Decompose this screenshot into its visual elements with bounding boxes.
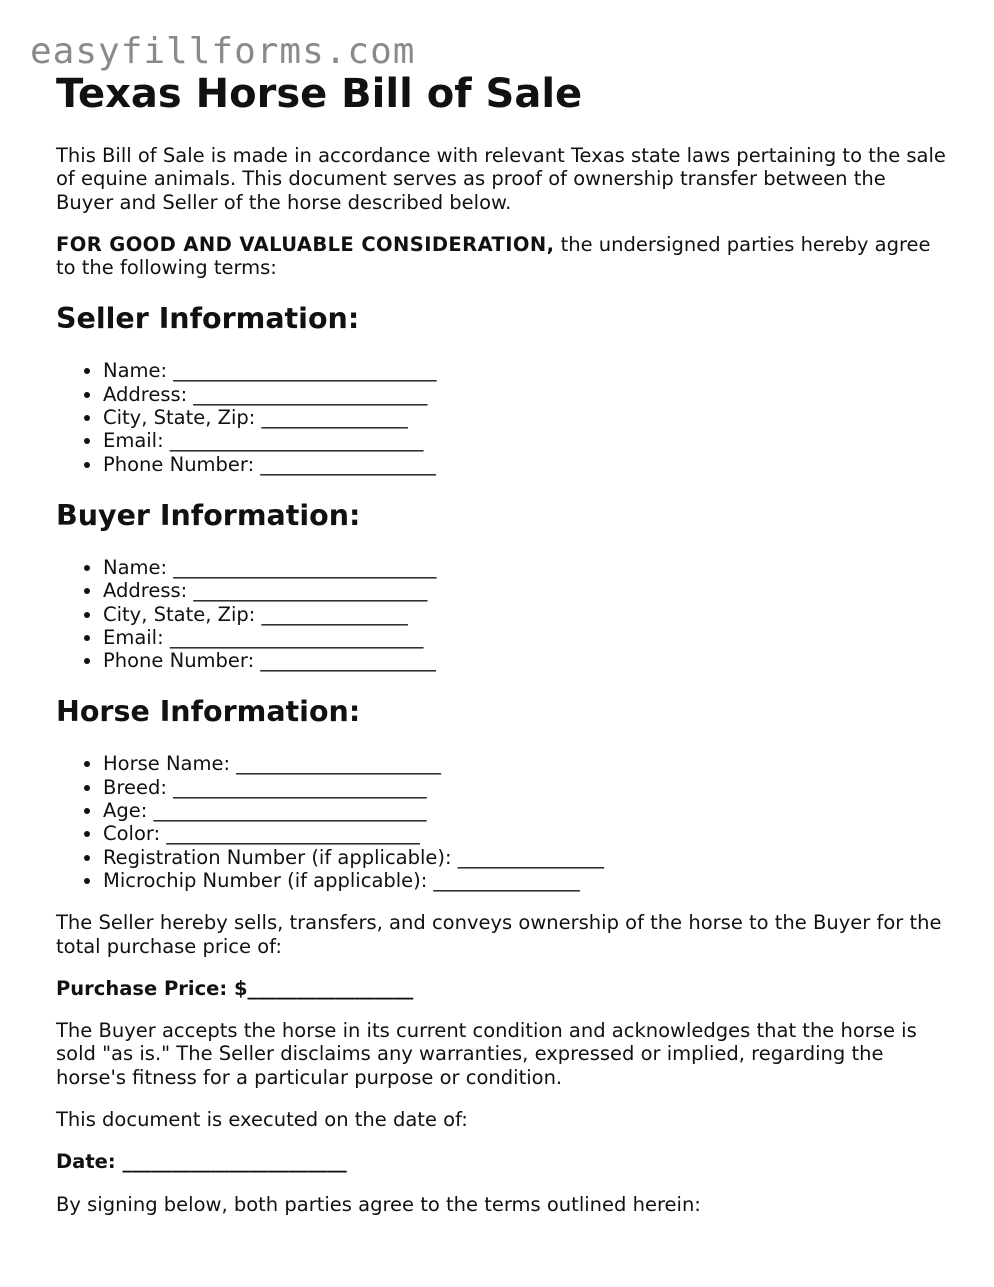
horse-registration-field[interactable]: • Registration Number (if applicable): _______________ [103, 846, 946, 869]
buyer-address-field[interactable]: • Address: ________________________ [103, 579, 946, 602]
seller-email-field[interactable]: • Email: __________________________ [103, 429, 946, 452]
sale-paragraph: The Seller hereby sells, transfers, and conveys ownership of the horse to the Buyer for the total purchase price of: [56, 911, 942, 958]
seller-fields [56, 359, 946, 475]
buyer-fields [56, 556, 946, 672]
date-field[interactable]: Date: _______________________ [56, 1150, 347, 1174]
watermark: easyfillforms.com [30, 31, 416, 72]
horse-age-field[interactable]: • Age: ____________________________ [103, 799, 946, 822]
buyer-city-state-zip-field[interactable]: • City, State, Zip: _______________ [103, 603, 946, 626]
buyer-name-field[interactable]: • Name: ___________________________ [103, 556, 946, 579]
seller-phone-field[interactable]: • Phone Number: __________________ [103, 453, 946, 476]
buyer-phone-field[interactable]: • Phone Number: __________________ [103, 649, 946, 672]
horse-breed-field[interactable]: • Breed: __________________________ [103, 776, 946, 799]
purchase-price-field[interactable]: Purchase Price: $_________________ [56, 976, 414, 1000]
horse-microchip-field[interactable]: • Microchip Number (if applicable): _______________ [103, 869, 946, 892]
executed-paragraph: This document is executed on the date of: [56, 1108, 468, 1132]
document-page [56, 68, 946, 1216]
horse-color-field[interactable]: • Color: __________________________ [103, 822, 946, 845]
horse-heading: Horse Information: [56, 695, 361, 729]
consideration-paragraph [56, 233, 946, 280]
horse-fields [56, 752, 946, 892]
buyer-email-field[interactable]: • Email: __________________________ [103, 626, 946, 649]
buyer-heading: Buyer Information: [56, 498, 361, 532]
page-title: Texas Horse Bill of Sale [56, 71, 583, 117]
as-is-paragraph: The Buyer accepts the horse in its current condition and acknowledges that the horse is sold "as is." The Seller disclaims any warranties, expressed or implied, regarding the horse's fitness for a particular purpose or condition. [56, 1019, 917, 1089]
consideration-rest: the undersigned parties hereby agree to the following terms: [56, 232, 931, 280]
seller-address-field[interactable]: • Address: ________________________ [103, 383, 946, 406]
seller-name-field[interactable]: • Name: ___________________________ [103, 359, 946, 382]
intro-paragraph: This Bill of Sale is made in accordance with relevant Texas state laws pertaining to the sale of equine animals. This document serves as proof of ownership transfer between the Buyer and Seller of the horse described below. [56, 144, 946, 214]
consideration-bold: FOR GOOD AND VALUABLE CONSIDERATION, [56, 232, 555, 256]
signing-paragraph: By signing below, both parties agree to the terms outlined herein: [56, 1192, 701, 1216]
seller-heading: Seller Information: [56, 302, 360, 336]
horse-name-field[interactable]: • Horse Name: _____________________ [103, 752, 946, 775]
seller-city-state-zip-field[interactable]: • City, State, Zip: _______________ [103, 406, 946, 429]
